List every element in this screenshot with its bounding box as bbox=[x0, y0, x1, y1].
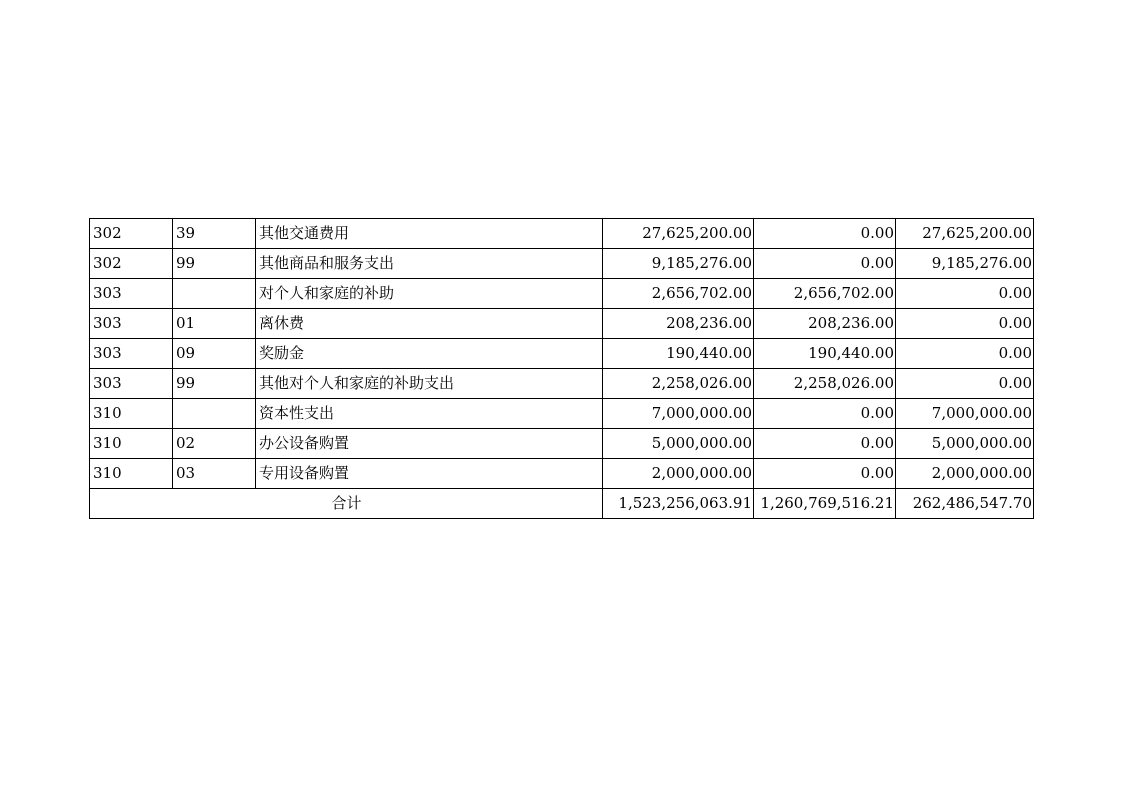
total-basic-amount: 1,260,769,516.21 bbox=[754, 489, 896, 519]
project-amount-cell: 0.00 bbox=[896, 279, 1034, 309]
subject-name-cell: 其他商品和服务支出 bbox=[256, 249, 603, 279]
basic-amount-cell: 190,440.00 bbox=[754, 339, 896, 369]
subject-name-cell: 离休费 bbox=[256, 309, 603, 339]
subject-name-cell: 专用设备购置 bbox=[256, 459, 603, 489]
class-code-cell: 302 bbox=[90, 219, 173, 249]
class-code-cell: 310 bbox=[90, 459, 173, 489]
table-row bbox=[90, 459, 1034, 489]
table-row bbox=[90, 309, 1034, 339]
project-amount-cell: 5,000,000.00 bbox=[896, 429, 1034, 459]
subject-name-cell: 对个人和家庭的补助 bbox=[256, 279, 603, 309]
total-amount-cell: 7,000,000.00 bbox=[603, 399, 754, 429]
subject-name-cell: 办公设备购置 bbox=[256, 429, 603, 459]
total-amount-cell: 190,440.00 bbox=[603, 339, 754, 369]
item-code-cell: 99 bbox=[173, 249, 256, 279]
item-code-cell: 99 bbox=[173, 369, 256, 399]
table-row bbox=[90, 339, 1034, 369]
item-code-cell: 09 bbox=[173, 339, 256, 369]
basic-amount-cell: 0.00 bbox=[754, 459, 896, 489]
class-code-cell: 303 bbox=[90, 279, 173, 309]
item-code-cell: 02 bbox=[173, 429, 256, 459]
item-code-cell: 01 bbox=[173, 309, 256, 339]
item-code-cell: 03 bbox=[173, 459, 256, 489]
class-code-cell: 310 bbox=[90, 399, 173, 429]
table-row bbox=[90, 249, 1034, 279]
total-label: 合计 bbox=[90, 489, 603, 519]
item-code-cell: 39 bbox=[173, 219, 256, 249]
basic-amount-cell: 0.00 bbox=[754, 399, 896, 429]
project-amount-cell: 9,185,276.00 bbox=[896, 249, 1034, 279]
total-amount: 1,523,256,063.91 bbox=[603, 489, 754, 519]
project-amount-cell: 27,625,200.00 bbox=[896, 219, 1034, 249]
total-project-amount: 262,486,547.70 bbox=[896, 489, 1034, 519]
total-amount-cell: 27,625,200.00 bbox=[603, 219, 754, 249]
project-amount-cell: 0.00 bbox=[896, 369, 1034, 399]
budget-expenditure-table bbox=[89, 218, 1034, 519]
subject-name-cell: 资本性支出 bbox=[256, 399, 603, 429]
total-amount-cell: 2,258,026.00 bbox=[603, 369, 754, 399]
total-amount-cell: 208,236.00 bbox=[603, 309, 754, 339]
table-row bbox=[90, 369, 1034, 399]
subject-name-cell: 奖励金 bbox=[256, 339, 603, 369]
class-code-cell: 303 bbox=[90, 339, 173, 369]
basic-amount-cell: 0.00 bbox=[754, 429, 896, 459]
total-amount-cell: 9,185,276.00 bbox=[603, 249, 754, 279]
basic-amount-cell: 0.00 bbox=[754, 219, 896, 249]
total-amount-cell: 2,000,000.00 bbox=[603, 459, 754, 489]
table-body bbox=[90, 219, 1034, 489]
class-code-cell: 302 bbox=[90, 249, 173, 279]
item-code-cell bbox=[173, 279, 256, 309]
project-amount-cell: 2,000,000.00 bbox=[896, 459, 1034, 489]
class-code-cell: 303 bbox=[90, 309, 173, 339]
project-amount-cell: 7,000,000.00 bbox=[896, 399, 1034, 429]
total-amount-cell: 5,000,000.00 bbox=[603, 429, 754, 459]
item-code-cell bbox=[173, 399, 256, 429]
table-row bbox=[90, 279, 1034, 309]
table-row bbox=[90, 219, 1034, 249]
project-amount-cell: 0.00 bbox=[896, 309, 1034, 339]
table-row bbox=[90, 399, 1034, 429]
basic-amount-cell: 208,236.00 bbox=[754, 309, 896, 339]
class-code-cell: 303 bbox=[90, 369, 173, 399]
table-row bbox=[90, 429, 1034, 459]
basic-amount-cell: 2,656,702.00 bbox=[754, 279, 896, 309]
subject-name-cell: 其他交通费用 bbox=[256, 219, 603, 249]
basic-amount-cell: 0.00 bbox=[754, 249, 896, 279]
total-row bbox=[90, 489, 1034, 519]
subject-name-cell: 其他对个人和家庭的补助支出 bbox=[256, 369, 603, 399]
basic-amount-cell: 2,258,026.00 bbox=[754, 369, 896, 399]
project-amount-cell: 0.00 bbox=[896, 339, 1034, 369]
class-code-cell: 310 bbox=[90, 429, 173, 459]
total-amount-cell: 2,656,702.00 bbox=[603, 279, 754, 309]
